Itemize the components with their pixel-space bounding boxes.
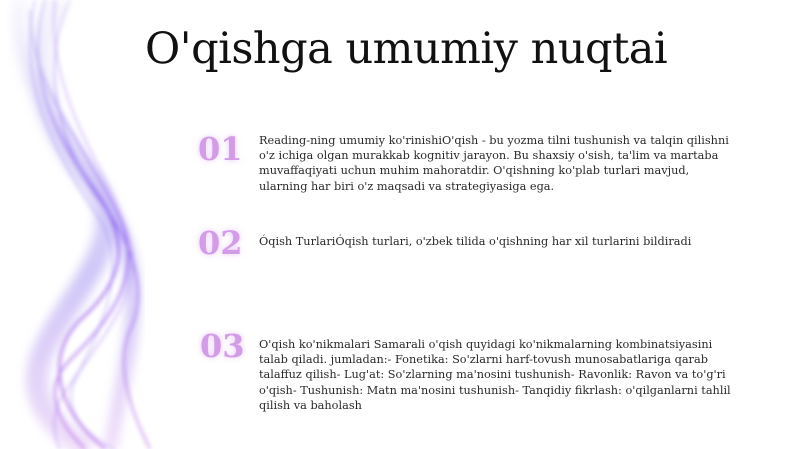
- item-text-02: Óqish TurlariÓqish turlari, o'zbek tilida o'qishning har xil turlarini bildiradi: [259, 235, 692, 248]
- slide-title: O'qishga umumiy nuqtai: [145, 24, 668, 74]
- item-number-01: 01: [198, 130, 243, 168]
- item-text-01: Reading-ning umumiy ko'rinishiO'qish - bu yozma tilni tushunish va talqin qilishni o'z ichiga olgan murakkab kognitiv jarayon. Bu shaxsiy o'sish, ta'lim va martaba muvaffaqiyati uchun muhim mahoratdir. O'qishning ko'plab turlari mavjud, ularning har biri o'z maqsadi va strategiyasiga ega.: [259, 134, 729, 193]
- item-text-03: O'qish ko'nikmalari Samarali o'qish quyidagi ko'nikmalarning kombinatsiyasini talab qiladi. jumladan:- Fonetika: So'zlarni harf-tovush munosabatlariga qarab talaffuz qilish- Lug'at: So'zlarning ma'nosini tushunish- Ravonlik: Ravon va to'g'ri o'qish- Tushunish: Matn ma'nosini tushunish- Tanqidiy fikrlash: o'qilganlarni tahlil qilish va baholash: [259, 338, 731, 412]
- item-number-03: 03: [200, 327, 245, 365]
- item-number-02: 02: [198, 224, 243, 262]
